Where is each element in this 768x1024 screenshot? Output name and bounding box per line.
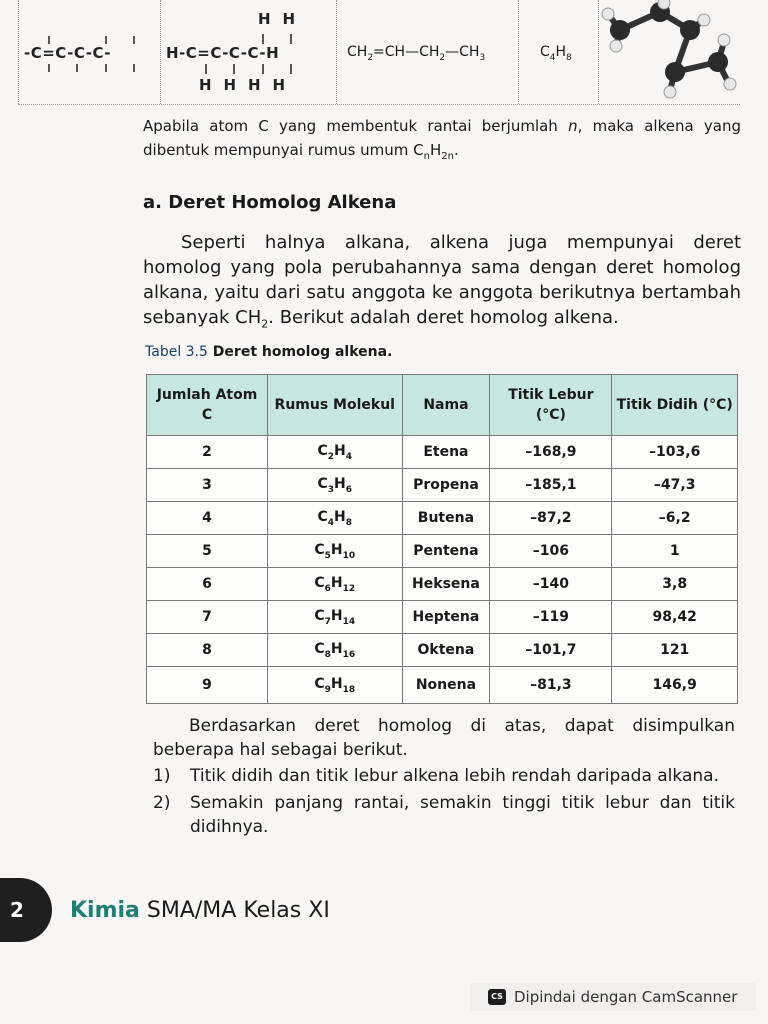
- cell-nama: Butena: [402, 502, 490, 535]
- table-row: [147, 436, 738, 469]
- section-heading: a. Deret Homolog Alkena: [143, 192, 397, 213]
- header-titik-didih: Titik Didih (°C): [612, 375, 738, 436]
- cell-didih: –6,2: [612, 502, 738, 535]
- cell-lebur: –185,1: [490, 469, 612, 502]
- skeletal-row: -C=C-C-C-: [24, 44, 112, 62]
- cell-c: 2: [147, 436, 268, 469]
- full-mid-row: H-C=C-C-C-H: [166, 44, 280, 62]
- page-number: 2: [10, 898, 24, 922]
- table-row: [147, 634, 738, 667]
- cell-formula: $C_4H_8$: [268, 502, 402, 535]
- table-caption: Tabel 3.5 Deret homolog alkena.: [145, 344, 393, 360]
- cell-lebur: –140: [490, 568, 612, 601]
- cell-formula: $C_3H_6$: [268, 469, 402, 502]
- cell-c: 8: [147, 634, 268, 667]
- molecular-formula: $C_4H_8$: [540, 44, 572, 63]
- full-structure: [166, 0, 336, 104]
- cell-didih: 98,42: [612, 601, 738, 634]
- cell-formula: $C_8H_{16}$: [268, 634, 402, 667]
- cell-formula: $C_6H_{12}$: [268, 568, 402, 601]
- full-top-h: H H: [258, 10, 296, 28]
- table-row: [147, 601, 738, 634]
- conclusion-intro: Berdasarkan deret homolog di atas, dapat disimpulkan beberapa hal sebagai berikut.: [153, 716, 735, 760]
- cell-formula: $C_9H_{18}$: [268, 667, 402, 704]
- book-title: Kimia SMA/MA Kelas XI: [70, 898, 330, 923]
- cell-nama: Pentena: [402, 535, 490, 568]
- cell-formula: $C_7H_{14}$: [268, 601, 402, 634]
- header-nama: Nama: [402, 375, 490, 436]
- table-header-row: [147, 375, 738, 436]
- cell-didih: 3,8: [612, 568, 738, 601]
- cell-lebur: –87,2: [490, 502, 612, 535]
- cell-nama: Heptena: [402, 601, 490, 634]
- cell-didih: –103,6: [612, 436, 738, 469]
- divider: [518, 0, 519, 104]
- cell-lebur: –101,7: [490, 634, 612, 667]
- cell-nama: Propena: [402, 469, 490, 502]
- cell-c: 9: [147, 667, 268, 704]
- list-text: Titik didih dan titik lebur alkena lebih rendah daripada alkana.: [190, 766, 719, 786]
- cell-formula: $C_2H_4$: [268, 436, 402, 469]
- divider: [18, 0, 19, 104]
- section-paragraph: Seperti halnya alkana, alkena juga mempunyai deret homolog yang pola perubahannya sama dengan deret homolog alkana, yaitu dari satu anggota ke anggota berikutnya bertambah sebanyak $CH_2$. Berikut adalah deret homolog alkena.: [143, 232, 741, 331]
- table-row: [147, 535, 738, 568]
- divider: [598, 0, 599, 104]
- table-row: [147, 568, 738, 601]
- homolog-table: [146, 374, 738, 704]
- cell-lebur: –168,9: [490, 436, 612, 469]
- conclusion-list: [153, 764, 735, 842]
- table-row: [147, 502, 738, 535]
- header-titik-lebur: Titik Lebur (°C): [490, 375, 612, 436]
- header-rumus: Rumus Molekul: [268, 375, 402, 436]
- cell-didih: 1: [612, 535, 738, 568]
- cell-c: 5: [147, 535, 268, 568]
- list-number: 1): [153, 766, 171, 786]
- cell-formula: $C_5H_{10}$: [268, 535, 402, 568]
- divider: [336, 0, 337, 104]
- list-text: Semakin panjang rantai, semakin tinggi titik lebur dan titik didihnya.: [190, 793, 735, 837]
- cell-c: 7: [147, 601, 268, 634]
- cell-didih: 121: [612, 634, 738, 667]
- full-bottom-h: H H H H: [199, 76, 286, 94]
- general-formula-paragraph: Apabila atom C yang membentuk rantai berjumlah n, maka alkena yang dibentuk mempunyai rumus umum $C_nH_{2n}$.: [143, 117, 742, 162]
- header-jumlah-atom: Jumlah Atom C: [147, 375, 268, 436]
- cell-c: 4: [147, 502, 268, 535]
- cell-lebur: –119: [490, 601, 612, 634]
- cell-didih: –47,3: [612, 469, 738, 502]
- cell-c: 6: [147, 568, 268, 601]
- cell-nama: Etena: [402, 436, 490, 469]
- cell-nama: Nonena: [402, 667, 490, 704]
- cell-c: 3: [147, 469, 268, 502]
- camscanner-icon: CS: [488, 989, 506, 1005]
- cell-lebur: –81,3: [490, 667, 612, 704]
- scanner-label: Dipindai dengan CamScanner: [514, 988, 738, 1006]
- table-row: [147, 667, 738, 704]
- skeletal-structure: [24, 0, 164, 104]
- condensed-formula: $CH_2=CH—CH_2—CH_3$: [347, 44, 486, 63]
- ball-stick-model-image: [600, 0, 750, 104]
- cell-nama: Oktena: [402, 634, 490, 667]
- list-number: 2): [153, 793, 171, 813]
- cell-lebur: –106: [490, 535, 612, 568]
- list-item: [153, 764, 735, 788]
- list-item: [153, 791, 735, 839]
- cell-didih: 146,9: [612, 667, 738, 704]
- cell-nama: Heksena: [402, 568, 490, 601]
- table-row: [147, 469, 738, 502]
- page-number-badge: [0, 878, 52, 942]
